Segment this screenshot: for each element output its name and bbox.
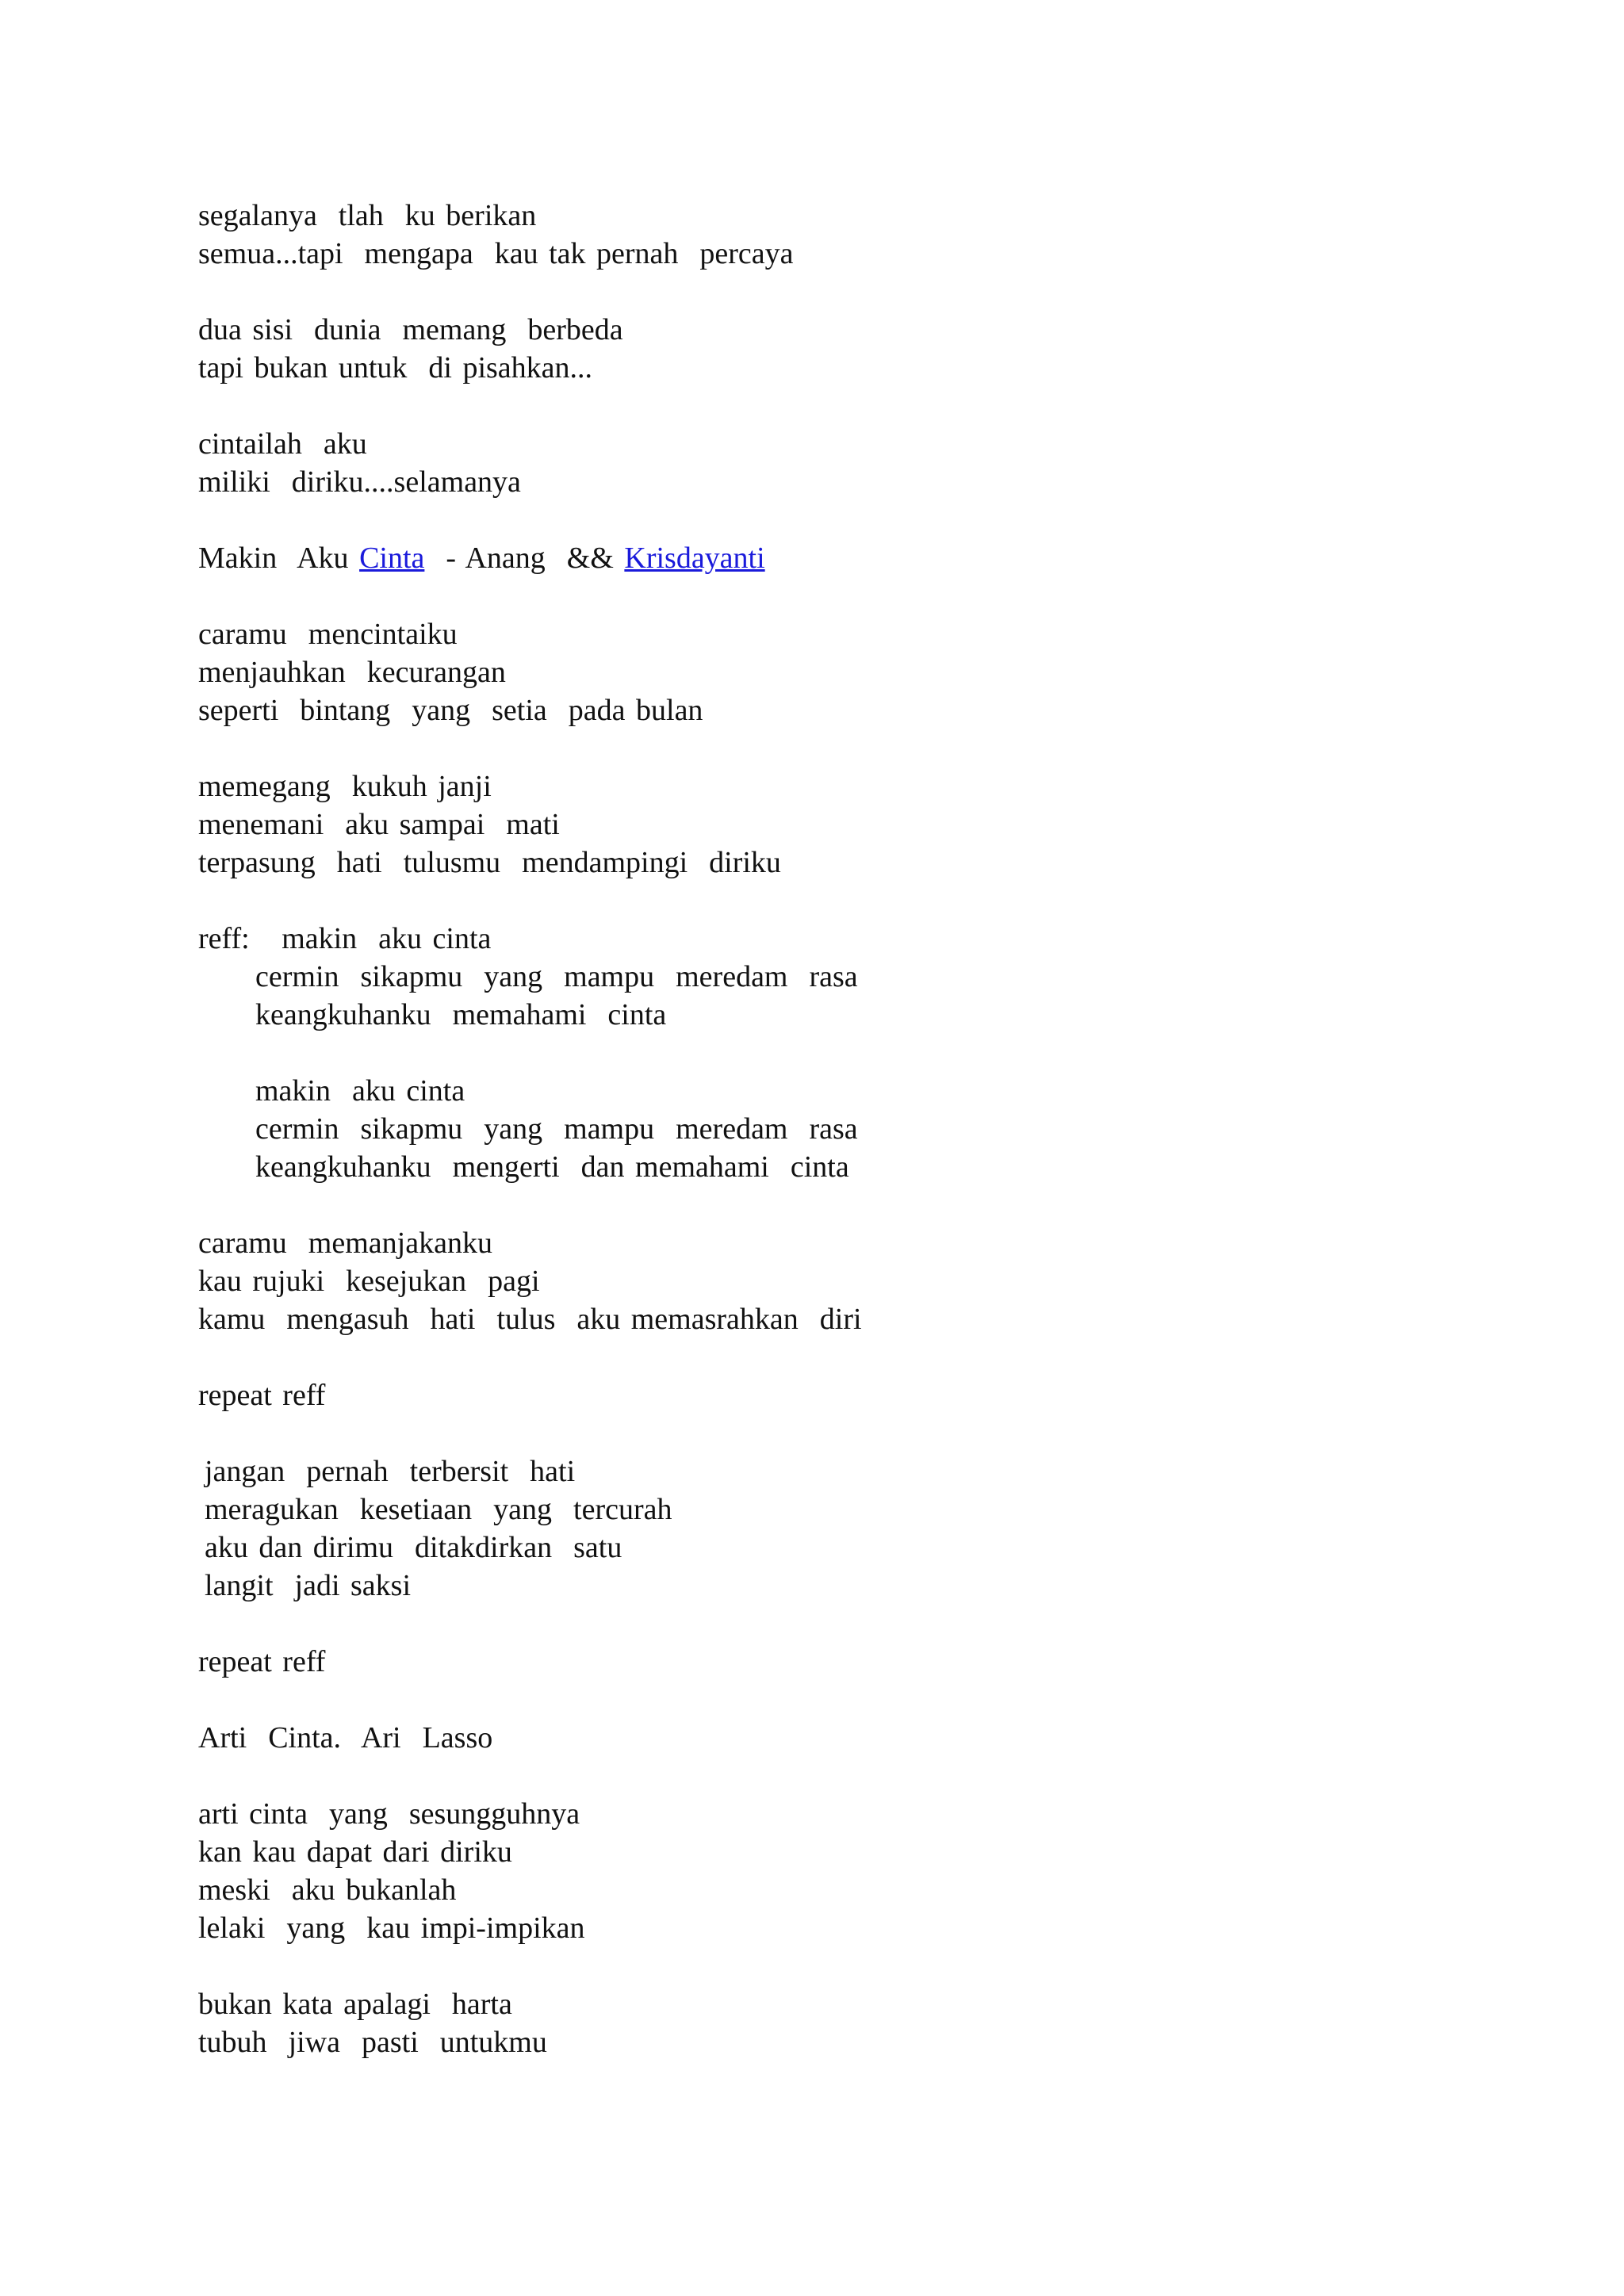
lyric-line: lelaki yang kau impi-impikan [198, 1911, 585, 1945]
lyric-line: arti cinta yang sesungguhnya [198, 1797, 580, 1831]
lyric-line: miliki diriku....selamanya [198, 465, 521, 499]
lyric-line: keangkuhanku memahami cinta [255, 998, 667, 1031]
lyric-line: terpasung hati tulusmu mendampingi diriku [198, 846, 781, 879]
song-title: Arti Cinta. Ari Lasso [198, 1721, 493, 1755]
reff-heading: reff: makin aku cinta [198, 922, 492, 955]
lyric-line: segalanya tlah ku berikan [198, 199, 537, 232]
lyric-line: langit jadi saksi [205, 1569, 412, 1602]
lyric-line: makin aku cinta [255, 1074, 465, 1108]
lyric-line: kau rujuki kesejukan pagi [198, 1265, 540, 1298]
lyric-line: kan kau dapat dari diriku [198, 1835, 512, 1869]
lyric-line: dua sisi dunia memang berbeda [198, 313, 623, 346]
lyric-line: semua...tapi mengapa kau tak pernah percaya [198, 237, 794, 270]
lyric-line: caramu mencintaiku [198, 618, 458, 651]
lyric-line: menjauhkan kecurangan [198, 656, 506, 689]
repeat-note: repeat reff [198, 1645, 326, 1678]
lyric-line: caramu memanjakanku [198, 1226, 492, 1260]
lyric-line: aku dan dirimu ditakdirkan satu [205, 1531, 622, 1564]
lyric-line: tubuh jiwa pasti untukmu [198, 2026, 547, 2059]
lyric-line: memegang kukuh janji [198, 770, 492, 803]
lyric-line: cintailah aku [198, 427, 367, 461]
song-title [198, 539, 765, 577]
song-title-mid: - Anang && [424, 541, 625, 575]
lyric-line: meski aku bukanlah [198, 1873, 457, 1907]
lyric-line: kamu mengasuh hati tulus aku memasrahkan diri [198, 1303, 862, 1336]
lyric-line: bukan kata apalagi harta [198, 1988, 512, 2021]
lyric-line: jangan pernah terbersit hati [205, 1455, 576, 1488]
lyric-line: tapi bukan untuk di pisahkan... [198, 351, 593, 385]
lyric-line: menemani aku sampai mati [198, 808, 560, 841]
song-title-prefix: Makin Aku [198, 541, 360, 575]
lyric-line: seperti bintang yang setia pada bulan [198, 694, 703, 727]
krisdayanti-link[interactable]: Krisdayanti [624, 541, 765, 575]
lyric-line: keangkuhanku mengerti dan memahami cinta [255, 1150, 849, 1184]
lyric-line: cermin sikapmu yang mampu meredam rasa [255, 1112, 858, 1146]
cinta-link[interactable]: Cinta [359, 541, 425, 575]
repeat-note: repeat reff [198, 1379, 326, 1412]
lyric-line: cermin sikapmu yang mampu meredam rasa [255, 960, 858, 993]
lyric-line: meragukan kesetiaan yang tercurah [205, 1493, 672, 1526]
